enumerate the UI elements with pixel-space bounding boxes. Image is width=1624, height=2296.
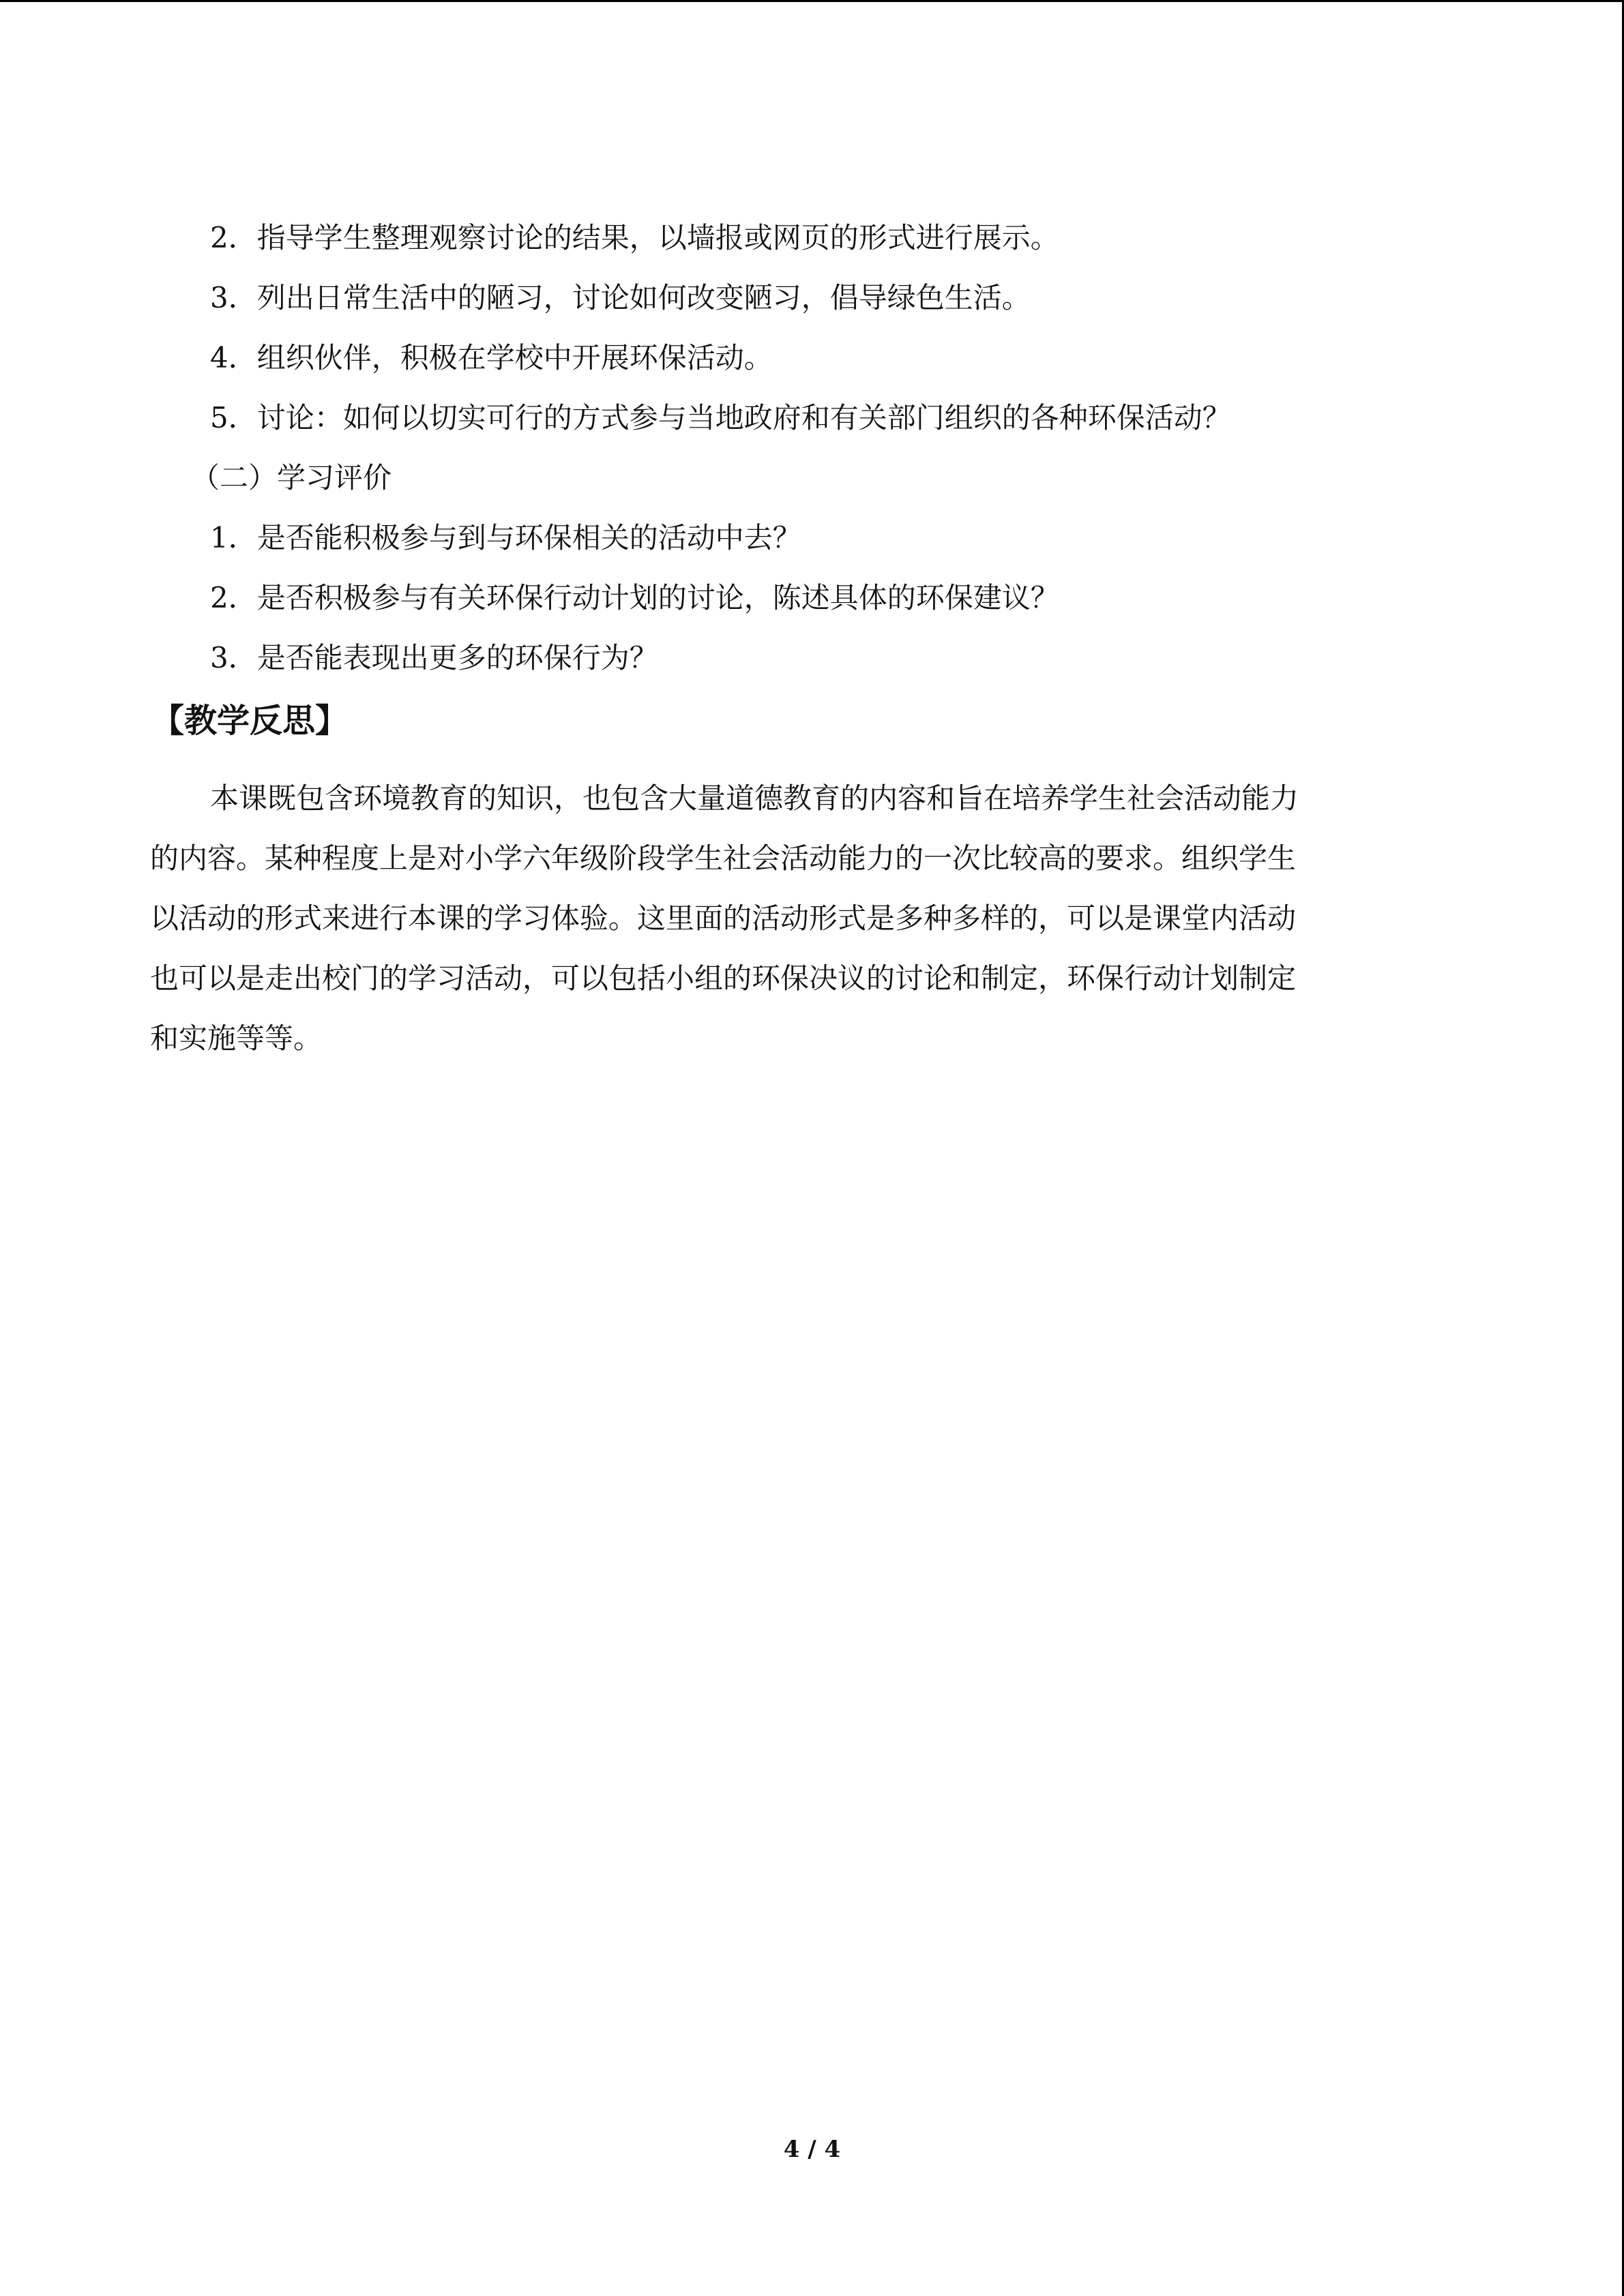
paragraph-line: 的内容。某种程度上是对小学六年级阶段学生社会活动能力的一次比较高的要求。组织学生 [150,841,1297,875]
paragraph-line: 和实施等等。 [150,1022,323,1055]
activity-item: 2．指导学生整理观察讨论的结果，以墙报或网页的形式进行展示。 [210,221,1059,254]
paragraph-line: 本课既包含环境教育的知识，也包含大量道德教育的内容和旨在培养学生社会活动能力 [210,781,1299,815]
activity-item: 4．组织伙伴，积极在学校中开展环保活动。 [210,341,773,374]
activity-item: 5．讨论：如何以切实可行的方式参与当地政府和有关部门组织的各种环保活动？ [210,401,1231,434]
page-number: 4 / 4 [783,2136,841,2163]
paragraph-line: 也可以是走出校门的学习活动，可以包括小组的环保决议的讨论和制定，环保行动计划制定 [150,961,1297,995]
evaluation-heading: （二）学习评价 [191,461,392,494]
evaluation-item: 3．是否能表现出更多的环保行为？ [210,641,658,674]
document-page [150,208,1460,1069]
activity-item: 3．列出日常生活中的陋习，讨论如何改变陋习，倡导绿色生活。 [210,281,1031,314]
page-top-border [0,0,1624,2]
evaluation-item: 2．是否积极参与有关环保行动计划的讨论，陈述具体的环保建议？ [210,581,1059,614]
paragraph-line: 以活动的形式来进行本课的学习体验。这里面的活动形式是多种多样的，可以是课堂内活动 [150,901,1297,935]
evaluation-item: 1．是否能积极参与到与环保相关的活动中去？ [210,521,801,554]
reflection-heading: 【教学反思】 [151,702,349,740]
reflection-paragraph [150,769,1460,1069]
